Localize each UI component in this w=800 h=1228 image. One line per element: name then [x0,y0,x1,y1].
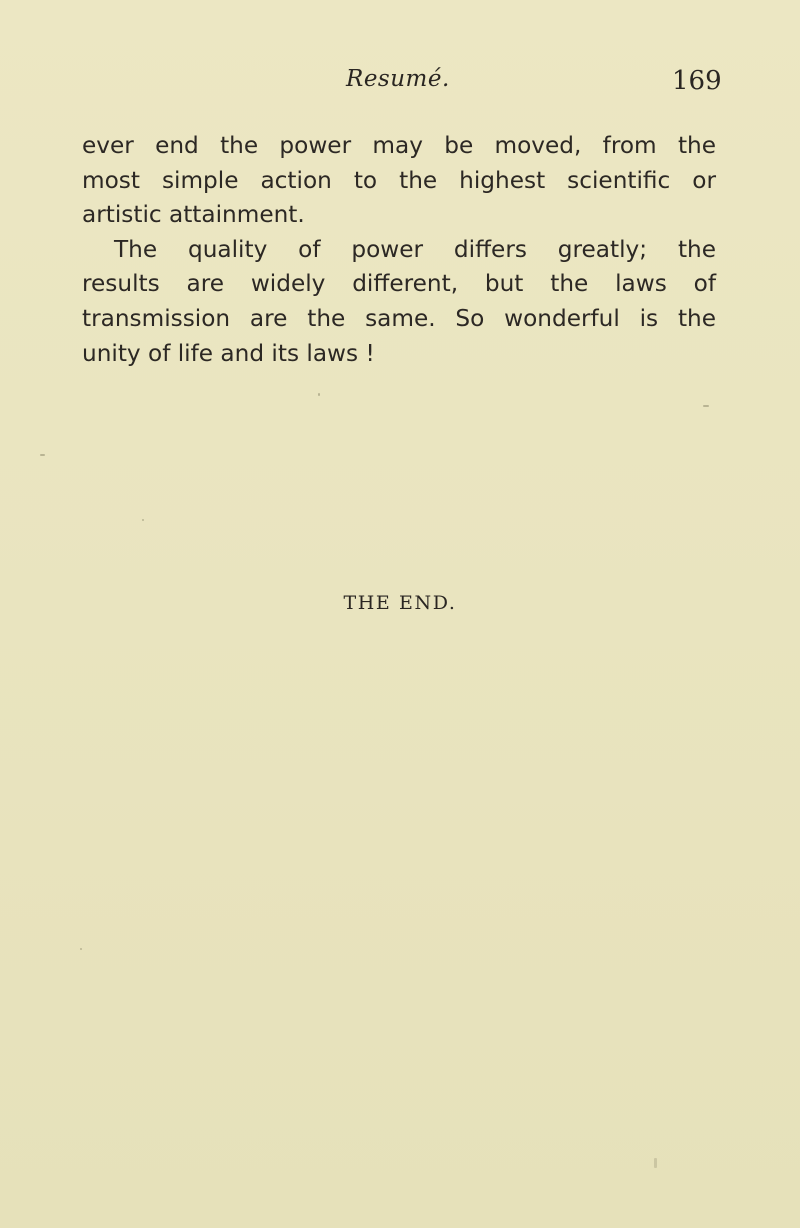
text-line: results are widely different, but the laws of [82,270,716,298]
paper-speck [80,948,82,950]
text-line: The quality of power differs greatly; the [114,235,716,263]
text-line: ever end the power may be moved, from the [82,132,716,159]
paper-speck [40,454,45,456]
paper-speck [654,1158,657,1168]
text-line: transmission are the same. So wonderful is the [82,304,716,332]
the-end-colophon: THE END. [343,592,457,614]
running-head [0,66,800,106]
paper-speck [142,519,144,521]
paper-speck [318,393,320,396]
text-line: artistic attainment. [82,201,305,229]
text-line: unity of life and its laws ! [82,339,375,367]
running-title: Resumé. [346,66,450,92]
paper-speck [703,405,709,407]
text-line: most simple action to the highest scientific or [82,166,716,194]
page-number: 169 [672,66,722,96]
body-text [82,129,716,371]
